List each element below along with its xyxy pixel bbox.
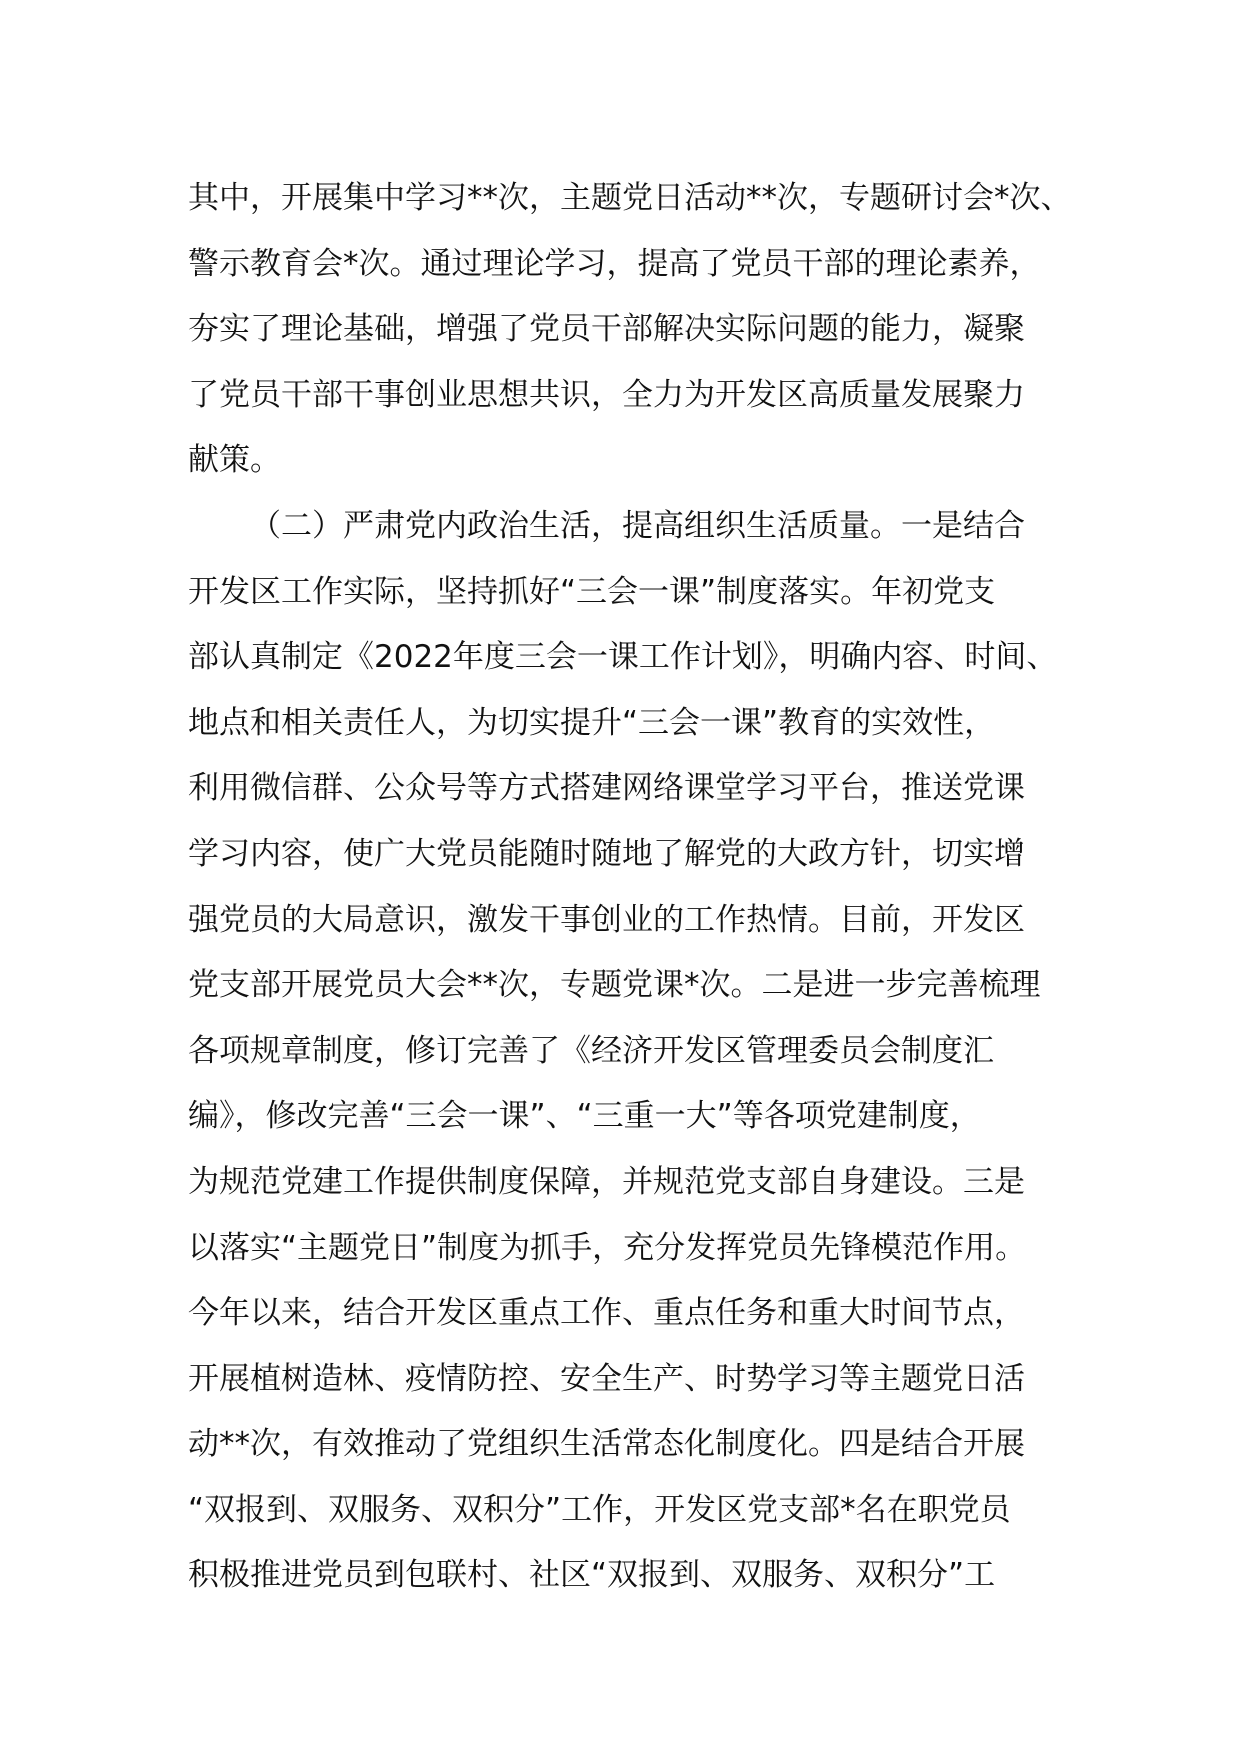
text-line: 开发区工作实际，坚持抓好“三会一课”制度落实。年初党支 (188, 573, 996, 610)
text-line: 积极推进党员到包联村、社区“双报到、双服务、双积分”工 (188, 1557, 996, 1594)
text-line: 各项规章制度，修订完善了《经济开发区管理委员会制度汇 (188, 1032, 994, 1069)
text-line: 今年以来，结合开发区重点工作、重点任务和重大时间节点， (188, 1295, 1025, 1332)
text-line: 为规范党建工作提供制度保障，并规范党支部自身建设。三是 (188, 1163, 1025, 1200)
text-line: 利用微信群、公众号等方式搭建网络课堂学习平台，推送党课 (188, 770, 1025, 807)
text-line: 其中，开展集中学习**次，主题党日活动**次，专题研讨会*次、 (188, 180, 1072, 216)
section-heading-line: （二）严肃党内政治生活，提高组织生活质量。一是结合 (250, 507, 1025, 544)
text-line: 学习内容，使广大党员能随时随地了解党的大政方针，切实增 (188, 835, 1025, 872)
document-body (188, 166, 1088, 1609)
text-line: “双报到、双服务、双积分”工作，开发区党支部*名在职党员 (188, 1491, 1011, 1528)
text-line: 警示教育会*次。通过理论学习，提高了党员干部的理论素养， (188, 245, 1041, 282)
text-line: 献策。 (188, 442, 281, 479)
text-line: 开展植树造林、疫情防控、安全生产、时势学习等主题党日活 (188, 1360, 1025, 1397)
text-line: 动**次，有效推动了党组织生活常态化制度化。四是结合开展 (188, 1426, 1025, 1463)
text-line: 部认真制定《2022年度三会一课工作计划》，明确内容、时间、 (188, 639, 1058, 676)
text-line: 强党员的大局意识，激发干事创业的工作热情。目前，开发区 (188, 901, 1025, 938)
text-line: 地点和相关责任人，为切实提升“三会一课”教育的实效性， (188, 704, 996, 741)
text-line: 了党员干部干事创业思想共识，全力为开发区高质量发展聚力 (188, 376, 1025, 413)
text-line: 编》，修改完善“三会一课”、“三重一大”等各项党建制度， (188, 1098, 981, 1135)
text-line: 党支部开展党员大会**次，专题党课*次。二是进一步完善梳理 (188, 967, 1041, 1004)
text-line: 以落实“主题党日”制度为抓手，充分发挥党员先锋模范作用。 (188, 1229, 1027, 1266)
text-line: 夯实了理论基础，增强了党员干部解决实际问题的能力，凝聚 (188, 311, 1025, 348)
